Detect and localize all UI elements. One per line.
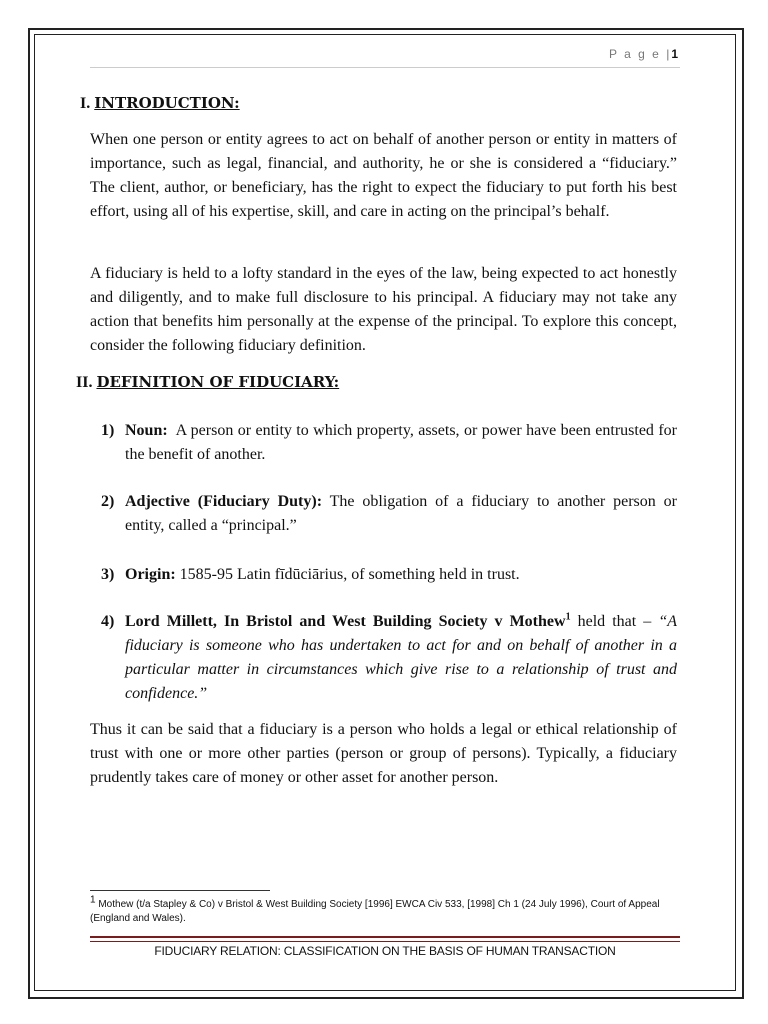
item-quote: “A fiduciary is someone who has undertaken to act for and on behalf of another in a particular matter in circumstances which give rise to a relationship of trust and confidence.” xyxy=(125,613,678,702)
section-title: INTRODUCTION: xyxy=(94,94,240,112)
footnote xyxy=(90,894,680,926)
footnote-mark: 1 xyxy=(90,894,96,906)
footer-rule xyxy=(90,936,680,938)
item-number: 2) xyxy=(101,493,115,510)
item-text: held that – xyxy=(570,613,652,630)
intro-paragraph-2: A fiduciary is held to a lofty standard in the eyes of the law, being expected to act honestly and diligently, and to make full disclosure to his principal. A fiduciary may not take any action that benefits him personally at the expense of the principal. To explore this concept, consider the following fiduciary definition. xyxy=(90,265,677,354)
footer-title: FIDUCIARY RELATION: CLASSIFICATION ON THE BASIS OF HUMAN TRANSACTION xyxy=(154,944,616,958)
intro-paragraph-1: When one person or entity agrees to act on behalf of another person or entity in matters of importance, such as legal, financial, and authority, he or she is considered a “fiduciary.” The client, author, or beneficiary, has the right to expect the fiduciary to put forth his best effort, using all of his expertise, skill, and care in acting on the principal’s behalf. xyxy=(90,131,677,220)
footnote-text: Mothew (t/a Stapley & Co) v Bristol & West Building Society [1996] EWCA Civ 533, [1998] Ch 1 (24 July 1996), Court of Appeal (England and Wales). xyxy=(90,899,660,924)
page-separator: | xyxy=(666,47,672,61)
definition-item xyxy=(101,610,677,706)
footnote-separator xyxy=(90,890,270,891)
item-number: 3) xyxy=(101,566,115,583)
section-heading-introduction xyxy=(80,94,240,113)
item-text: The obligation of a fiduciary to another person or entity, called a “principal.” xyxy=(125,493,677,534)
page-number-value: 1 xyxy=(671,47,678,61)
item-number: 1) xyxy=(101,422,115,439)
item-text: 1585-95 Latin fīdūciārius, of something held in trust. xyxy=(175,566,520,583)
section-numeral: I. xyxy=(80,95,91,112)
conclusion-paragraph: Thus it can be said that a fiduciary is a person who holds a legal or ethical relationship of trust with one or more other parties (person or group of persons). Typically, a fiduciary prudently takes care of money or other asset for another person. xyxy=(90,721,677,786)
section-numeral: II. xyxy=(76,374,93,391)
item-number: 4) xyxy=(101,613,115,630)
header-rule xyxy=(90,67,680,68)
item-term: Lord Millett, In Bristol and West Building Society v Mothew xyxy=(125,613,566,630)
definition-item xyxy=(101,419,681,467)
definition-item xyxy=(101,563,677,587)
page-label: P a g e xyxy=(609,47,661,61)
item-term: Noun: xyxy=(125,422,168,439)
item-term: Origin: xyxy=(125,566,176,583)
page-number xyxy=(609,47,678,61)
item-text: A person or entity to which property, assets, or power have been entrusted for the benefit of another. xyxy=(125,422,681,463)
item-term: Adjective (Fiduciary Duty): xyxy=(125,493,323,510)
footer-rule xyxy=(90,941,680,942)
definition-item xyxy=(101,490,677,538)
footnote-reference[interactable]: 1 xyxy=(565,611,571,623)
section-title: DEFINITION OF FIDUCIARY: xyxy=(96,373,340,391)
section-heading-definition xyxy=(76,373,339,392)
